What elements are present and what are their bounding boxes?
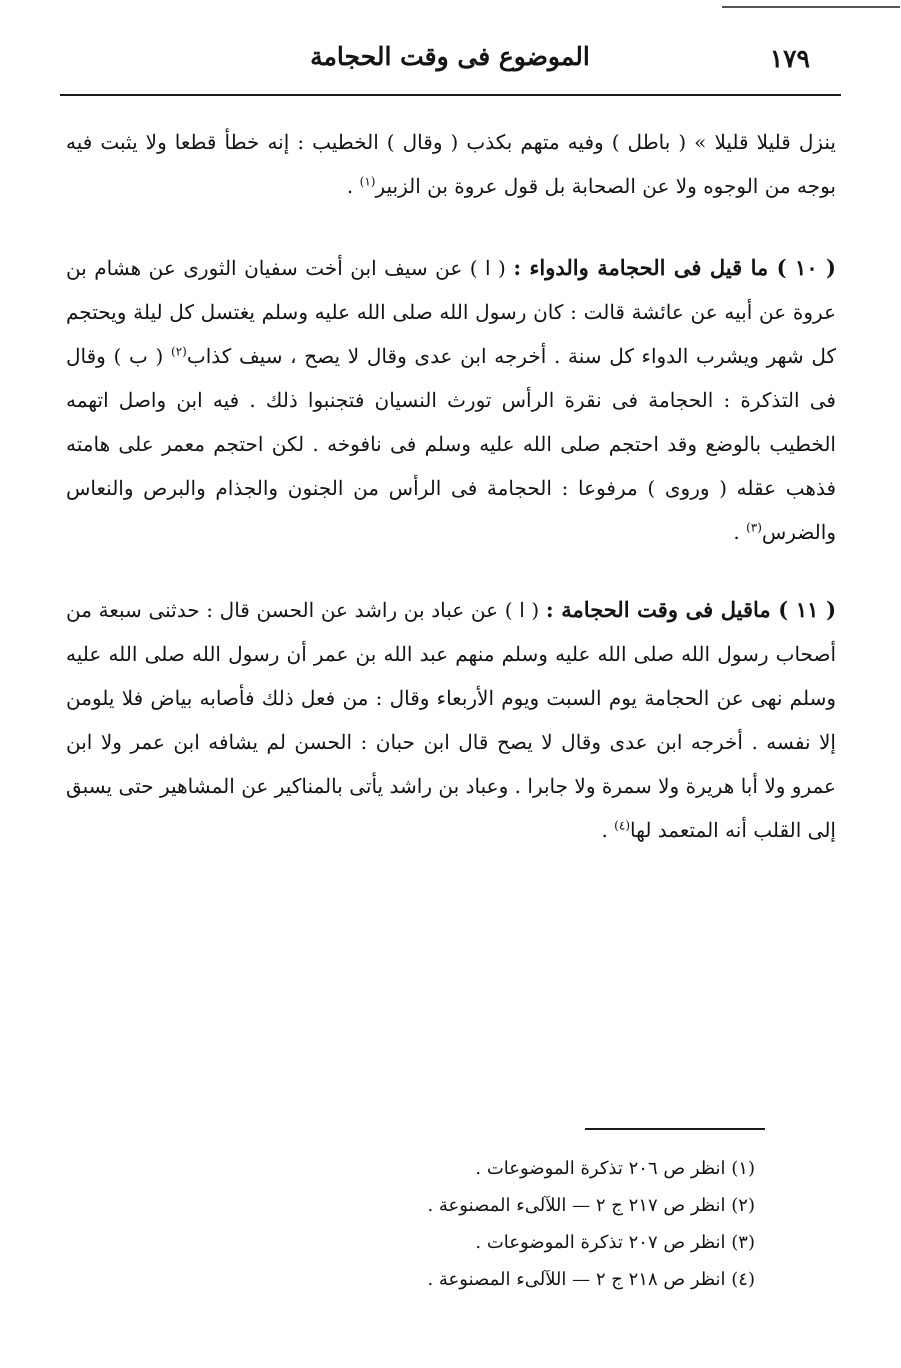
paragraph-text: ( ا ) عن سيف ابن أخت سفيان الثورى عن هشام بن عروة عن أبيه عن عائشة قالت : كان رسول الله صلى الله عليه وسلم يغتسل كل ليلة ويحتجم كل شهر ويشرب الدواء كل سنة . أخرجه ابن عدى وقال لا يصح ، سيف كذاب bbox=[66, 256, 836, 368]
footnote-4: (٤) انظر ص ٢١٨ ج ٢ — اللآلىء المصنوعة . bbox=[427, 1269, 755, 1290]
footnote-1: (١) انظر ص ٢٠٦ تذكرة الموضوعات . bbox=[475, 1158, 755, 1179]
paragraph-tail: . bbox=[733, 520, 747, 544]
footnote-ref: (٤) bbox=[614, 818, 630, 833]
paragraph-text: ينزل قليلا قليلا » ( باطل ) وفيه متهم بكذب ( وقال ) الخطيب : إنه خطأ قطعا ولا يثبت فيه بوجه من الوجوه ولا عن الصحابة بل قول عروة بن الزبير bbox=[66, 130, 836, 198]
footnote-ref: (٣) bbox=[746, 520, 762, 535]
section-11 bbox=[66, 588, 836, 852]
section-heading: ( ١١ ) ماقيل فى وقت الحجامة : bbox=[545, 597, 836, 622]
footnote-ref: (١) bbox=[359, 174, 376, 189]
footnotes bbox=[235, 1150, 755, 1298]
paragraph-tail: . bbox=[346, 174, 360, 198]
footnote-ref: (٢) bbox=[171, 344, 187, 359]
page-header bbox=[60, 38, 840, 88]
running-title: الموضوع فى وقت الحجامة bbox=[310, 42, 590, 71]
corner-rule bbox=[722, 6, 900, 8]
footnote-2: (٢) انظر ص ٢١٧ ج ٢ — اللآلىء المصنوعة . bbox=[427, 1195, 755, 1216]
page-number: ١٧٩ bbox=[769, 44, 810, 73]
section-10 bbox=[66, 246, 836, 554]
paragraph-text: ( ب ) وقال فى التذكرة : الحجامة فى نقرة الرأس تورث النسيان فتجنبوا ذلك . فيه ابن واصل اتهمه الخطيب بالوضع وقد احتجم صلى الله عليه وسلم فى نافوخه . لكن احتجم معمر على هامته فذهب عقله ( وروى ) مرفوعا : الحجامة فى الرأس من الجنون والجذام والبرص والنعاس والضرس bbox=[66, 344, 836, 544]
footnote-rule bbox=[585, 1128, 765, 1130]
body-text bbox=[66, 120, 836, 852]
section-heading: ( ١٠ ) ما قيل فى الحجامة والدواء : bbox=[513, 255, 836, 280]
paragraph-text: ( ا ) عن عباد بن راشد عن الحسن قال : حدثنى سبعة من أصحاب رسول الله صلى الله عليه وسلم منهم عبد الله بن عمر أن رسول الله صلى الله عليه وسلم نهى عن الحجامة يوم السبت ويوم الأربعاء وقال : من فعل ذلك فأصابه بياض فلا يلومن إلا نفسه . أخرجه ابن عدى وقال لا يصح قال ابن حبان : الحسن لم يشافه ابن عمر ولا ابن عمرو ولا أبا هريرة ولا سمرة ولا جابرا . وعباد بن راشد يأتى بالمناكير عن المشاهير حتى يسبق إلى القلب أنه المتعمد لها bbox=[66, 598, 836, 842]
paragraph-tail: . bbox=[601, 818, 615, 842]
paragraph-continuation bbox=[66, 120, 836, 208]
footnote-3: (٣) انظر ص ٢٠٧ تذكرة الموضوعات . bbox=[475, 1232, 755, 1253]
header-rule bbox=[60, 94, 841, 96]
